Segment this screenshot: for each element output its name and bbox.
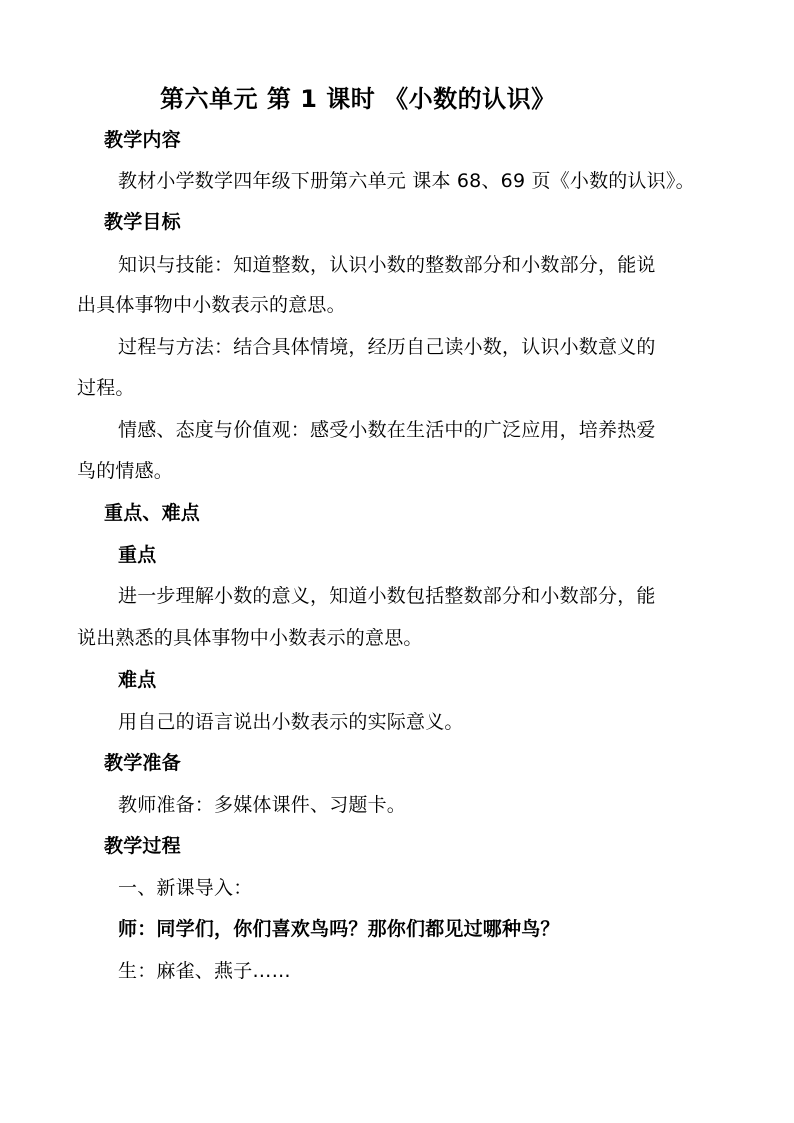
subheading-difficult: 难点 (118, 669, 157, 691)
goal-knowledge-line1: 知识与技能：知道整数，认识小数的整数部分和小数部分，能说 (118, 254, 656, 276)
difficult-text: 用自己的语言说出小数表示的实际意义。 (118, 711, 464, 733)
subheading-key: 重点 (118, 544, 157, 566)
process-step1: 一、新课导入： (118, 877, 253, 899)
goal-process-line1: 过程与方法：结合具体情境，经历自己读小数，认识小数意义的 (118, 336, 656, 358)
student-dialogue: 生：麻雀、燕子…… (118, 960, 291, 982)
key-line1: 进一步理解小数的意义，知道小数包括整数部分和小数部分，能 (118, 585, 656, 607)
content-text: 教材小学数学四年级下册第六单元 课本 68、69 页《小数的认识》。 (118, 170, 695, 192)
section-heading-key-points: 重点、难点 (104, 502, 201, 524)
key-line2: 说出熟悉的具体事物中小数表示的意思。 (77, 627, 423, 649)
goal-process-line2: 过程。 (77, 377, 135, 399)
teacher-dialogue: 师：同学们，你们喜欢鸟吗？那你们都见过哪种鸟？ (118, 918, 560, 940)
goal-emotion-line2: 鸟的情感。 (77, 460, 174, 482)
goal-emotion-line1: 情感、态度与价值观：感受小数在生活中的广泛应用，培养热爱 (118, 419, 656, 441)
document-title: 第六单元 第 1 课时 《小数的认识》 (160, 85, 556, 113)
preparation-text: 教师准备：多媒体课件、习题卡。 (118, 794, 407, 816)
section-heading-content: 教学内容 (104, 129, 181, 151)
section-heading-goals: 教学目标 (104, 211, 181, 233)
section-heading-preparation: 教学准备 (104, 752, 181, 774)
section-heading-process: 教学过程 (104, 835, 181, 857)
goal-knowledge-line2: 出具体事物中小数表示的意思。 (77, 294, 346, 316)
